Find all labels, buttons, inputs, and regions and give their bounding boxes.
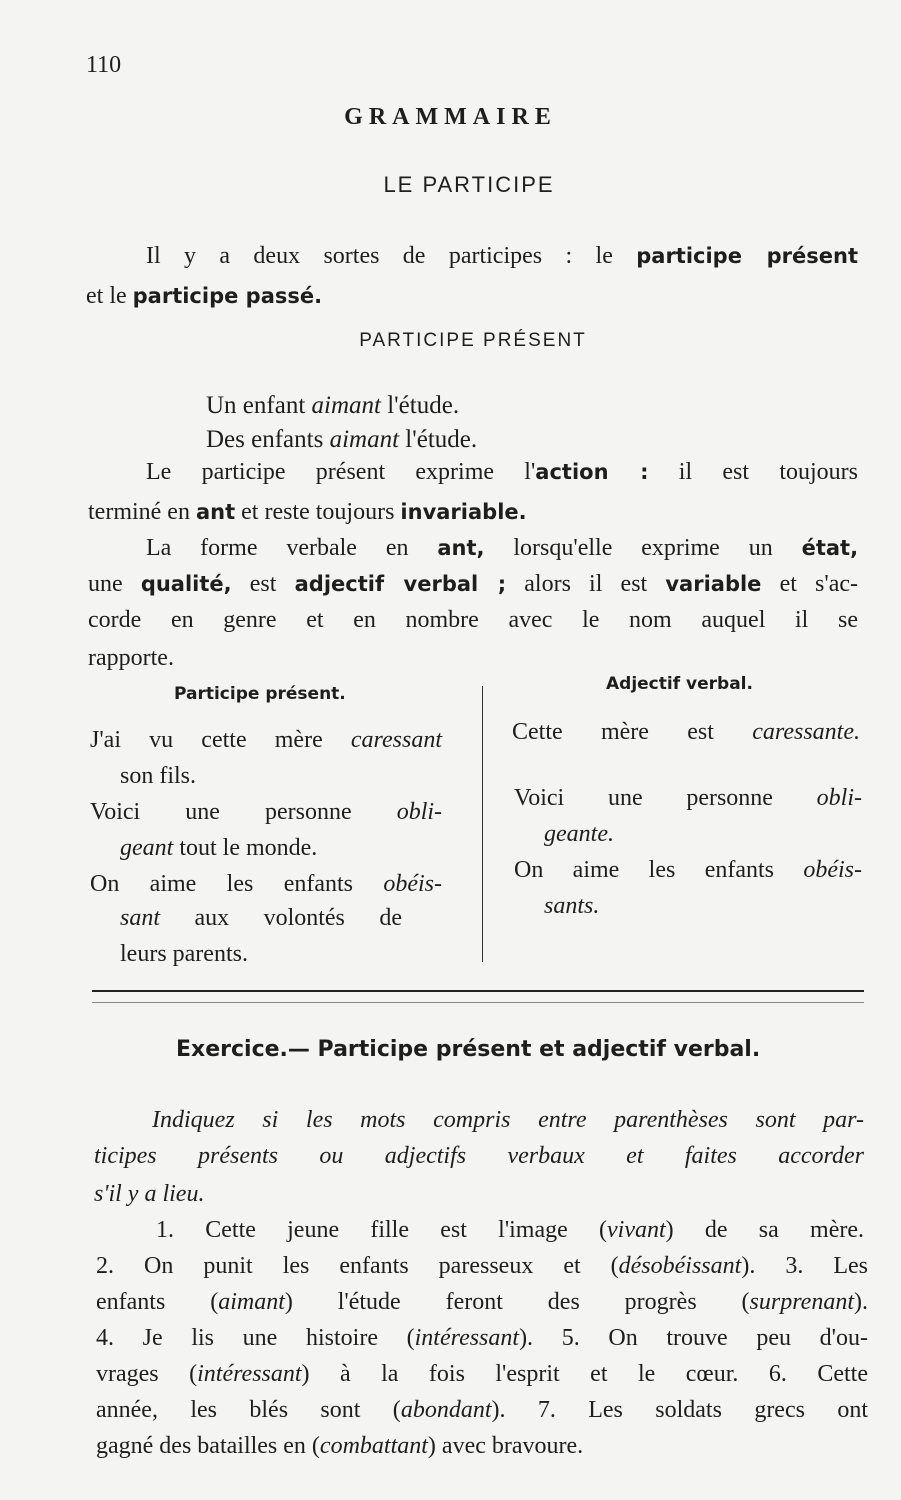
intro-bold-1: participe présent [636,244,858,268]
left-row-6-text: aux volontés de [194,905,402,931]
left-row-3-text: Voici une personne [90,799,352,825]
left-row-4-text: tout le monde. [179,835,318,861]
right-row-1 [512,714,860,750]
section-rule-bottom [92,1002,864,1003]
right-row-4-adjective: obéis- [803,857,863,883]
left-row-6 [120,900,402,936]
exercise-line-1 [156,1212,864,1248]
instruction-line-1: Indiquez si les mots compris entre parenthèses sont par- [152,1107,864,1133]
exercise-line-5-end: ) à la fois l'esprit et le cœur. 6. Cette [301,1361,868,1387]
rule-2-text-4: est [249,571,277,597]
left-row-1 [90,722,442,758]
rule-2-text-2: lorsqu'elle exprime un [513,535,773,561]
section-rule-top [92,990,864,992]
chapter-title: LE PARTICIPE [383,172,555,197]
example-2-participle: aimant [329,426,400,453]
book-title: GRAMMAIRE [344,104,557,130]
rule-1-text-2: il est toujours [678,459,858,485]
rule-1-bold-ant: ant [195,500,236,524]
example-1-end: l'étude. [387,392,460,419]
rule-2-bold-adjectif-verbal: adjectif verbal ; [294,572,507,596]
rule-1-line-2 [88,494,527,530]
exercise-word-5: intéressant [414,1325,520,1351]
exercise-line-3 [96,1284,868,1320]
example-1 [206,388,459,424]
left-row-4-participle: geant [120,835,174,861]
left-row-1-participle: caressant [350,727,443,753]
rule-1-text-3: terminé en [88,499,190,525]
page-number: 110 [86,52,122,78]
exercise-label: Exercice. [176,1037,288,1062]
right-row-1-adjective: caressante. [752,719,861,745]
exercise-line-3-text: enfants ( [96,1289,219,1315]
exercise-word-4: surprenant [749,1289,854,1315]
right-row-4 [514,852,862,888]
rule-2-text-8: rapporte. [88,645,174,671]
rule-2-text-6: et s'ac- [779,571,859,597]
rule-1-bold-action: action : [535,460,649,484]
exercise-line-7-text: gagné des batailles en ( [96,1433,320,1459]
rule-2-line-3 [88,602,858,638]
exercise-line-2-end: ). 3. Les [741,1253,868,1279]
exercise-word-1: vivant [607,1217,666,1243]
exercise-line-4-end: ). 5. On trouve peu d'ou- [519,1325,868,1351]
exercise-word-7: abondant [400,1397,492,1423]
exercise-line-7 [96,1428,583,1464]
rule-2-bold-ant: ant, [437,536,485,560]
right-column-header: Adjectif verbal. [606,674,753,694]
left-row-5 [90,866,442,902]
rule-2-bold-etat: état, [801,536,859,560]
rule-2-line-2 [88,566,858,602]
left-row-4 [120,830,317,866]
exercise-line-1-end: ) de sa mère. [665,1217,864,1243]
intro-text-1: Il y a deux sortes de participes : le [146,243,613,269]
exercise-subject: — Participe présent et adjectif verbal. [287,1037,761,1062]
left-row-5-text: On aime les enfants [90,871,353,897]
rule-1-line-1 [146,454,858,490]
column-divider [482,686,483,962]
example-2-text: Des enfants [206,426,324,453]
left-row-7: leurs parents. [120,941,248,967]
exercise-line-7-end: ) avec bravoure. [427,1433,584,1459]
right-row-3: geante. [544,821,614,847]
left-column-header: Participe présent. [174,684,346,704]
exercise-word-3: aimant [218,1289,285,1315]
left-row-6-participle: sant [120,905,161,931]
right-row-2 [514,780,862,816]
right-row-4-text: On aime les enfants [514,857,774,883]
rule-2-text-5: alors il est [524,571,648,597]
exercise-line-2 [96,1248,868,1284]
rule-2-text-3: une [88,571,123,597]
exercise-line-6-end: ). 7. Les soldats grecs ont [491,1397,869,1423]
intro-bold-2: participe passé. [132,284,323,308]
exercise-line-4-text: 4. Je lis une histoire ( [96,1325,415,1351]
left-row-1-text: J'ai vu cette mère [90,727,323,753]
instruction-line-2: ticipes présents ou adjectifs verbaux et faites accorder [94,1143,864,1169]
exercise-line-5 [96,1356,868,1392]
exercise-word-8: combattant [319,1433,428,1459]
intro-line-1 [146,238,858,274]
instruction-line-3: s'il y a lieu. [94,1181,205,1207]
exercise-line-6-text: année, les blés sont ( [96,1397,401,1423]
exercise-title [176,1036,760,1062]
exercise-line-1-text: 1. Cette jeune fille est l'image ( [156,1217,608,1243]
example-2-end: l'étude. [405,426,478,453]
rule-1-text-1: Le participe présent exprime l' [146,459,536,485]
exercise-line-5-text: vrages ( [96,1361,198,1387]
exercise-line-6 [96,1392,868,1428]
rule-2-text-1: La forme verbale en [146,535,409,561]
rule-1-text-4: et reste toujours [241,499,395,525]
right-row-1-text: Cette mère est [512,719,714,745]
example-1-participle: aimant [311,392,381,419]
exercise-word-6: intéressant [197,1361,302,1387]
exercise-word-2: désobéissant [618,1253,742,1279]
left-row-3-participle: obli- [396,799,443,825]
rule-2-line-1 [146,530,858,566]
left-row-5-participle: obéis- [383,871,443,897]
exercise-line-4 [96,1320,868,1356]
right-row-2-adjective: obli- [816,785,862,811]
exercise-line-3-end: ). [854,1289,868,1315]
example-1-text: Un enfant [206,392,306,419]
example-2 [206,422,477,458]
intro-line-2 [86,278,322,314]
rule-2-line-4 [88,640,174,676]
rule-2-bold-variable: variable [665,572,762,596]
right-row-2-text: Voici une personne [514,785,773,811]
exercise-line-2-text: 2. On punit les enfants paresseux et ( [96,1253,619,1279]
left-row-2: son fils. [120,763,197,789]
intro-text-2: et le [86,283,127,309]
rule-2-text-7: corde en genre et en nombre avec le nom auquel il se [88,607,858,633]
rule-1-bold-invariable: invariable. [400,500,527,524]
left-row-3 [90,794,442,830]
right-row-5: sants. [544,893,600,919]
section-title: PARTICIPE PRÉSENT [359,330,587,351]
rule-2-bold-qualite: qualité, [140,572,232,596]
exercise-line-3-middle: ) l'étude feront des progrès ( [284,1289,750,1315]
